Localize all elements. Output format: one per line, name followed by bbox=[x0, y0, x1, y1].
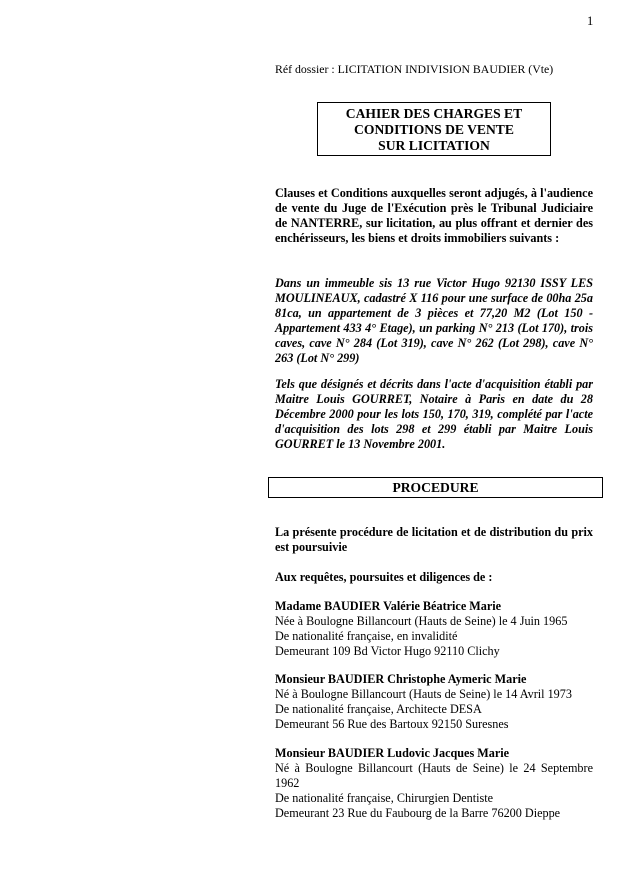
party-block bbox=[275, 746, 593, 821]
document-title-box bbox=[317, 102, 551, 156]
party-address: Demeurant 109 Bd Victor Hugo 92110 Clichy bbox=[275, 644, 500, 658]
party-name: Monsieur BAUDIER Ludovic Jacques Marie bbox=[275, 746, 510, 760]
party-block bbox=[275, 672, 593, 732]
page-number: 1 bbox=[587, 14, 594, 28]
party-birth: Né à Boulogne Billancourt (Hauts de Seine) le 24 Septembre 1962 bbox=[275, 761, 593, 790]
party-nationality: De nationalité française, Architecte DESA bbox=[275, 702, 482, 716]
party-birth: Née à Boulogne Billancourt (Hauts de Seine) le 4 Juin 1965 bbox=[275, 614, 568, 628]
party-nationality: De nationalité française, en invalidité bbox=[275, 629, 458, 643]
title-line-1: CAHIER DES CHARGES ET bbox=[345, 106, 523, 121]
procedure-paragraph: La présente procédure de licitation et de distribution du prix est poursuivie bbox=[275, 525, 593, 554]
party-address: Demeurant 56 Rue des Bartoux 92150 Suresnes bbox=[275, 717, 509, 731]
title-line-2: CONDITIONS DE VENTE bbox=[354, 122, 514, 137]
party-block bbox=[275, 599, 593, 659]
party-address: Demeurant 23 Rue du Faubourg de la Barre 76200 Dieppe bbox=[275, 806, 561, 820]
party-birth: Né à Boulogne Billancourt (Hauts de Seine) le 14 Avril 1973 bbox=[275, 687, 572, 701]
party-name: Monsieur BAUDIER Christophe Aymeric Marie bbox=[275, 672, 527, 686]
requests-heading: Aux requêtes, poursuites et diligences de : bbox=[275, 570, 493, 584]
property-description: Dans un immeuble sis 13 rue Victor Hugo 92130 ISSY LES MOULINEAUX, cadastré X 116 pour une surface de 00ha 25a 81ca, un appartement de 3 pièces et 77,20 M2 (Lot 150 - Appartement 433 4° Etage), un parking N° 213 (Lot 170), trois caves, cave N° 284 (Lot 319), cave N° 262 (Lot 298), cave N° 263 (Lot N° 299) bbox=[275, 276, 593, 365]
party-name: Madame BAUDIER Valérie Béatrice Marie bbox=[275, 599, 502, 613]
file-reference: Réf dossier : LICITATION INDIVISION BAUDIER (Vte) bbox=[275, 62, 554, 76]
title-line-3: SUR LICITATION bbox=[378, 138, 490, 153]
procedure-heading: PROCEDURE bbox=[268, 477, 603, 498]
acquisition-paragraph: Tels que désignés et décrits dans l'acte d'acquisition établi par Maitre Louis GOURRET, Notaire à Paris en date du 28 Décembre 2000 pour les lots 150, 170, 319, complété par l'acte d'acquisition des lots 298 et 299 établi par Maitre Louis GOURRET le 13 Novembre 2001. bbox=[275, 377, 593, 451]
intro-paragraph: Clauses et Conditions auxquelles seront adjugés, à l'audience de vente du Juge de l'Exécution près le Tribunal Judiciaire de NANTERRE, sur licitation, au plus offrant et dernier des enchérisseurs, les biens et droits immobiliers suivants : bbox=[275, 186, 593, 245]
party-nationality: De nationalité française, Chirurgien Dentiste bbox=[275, 791, 494, 805]
